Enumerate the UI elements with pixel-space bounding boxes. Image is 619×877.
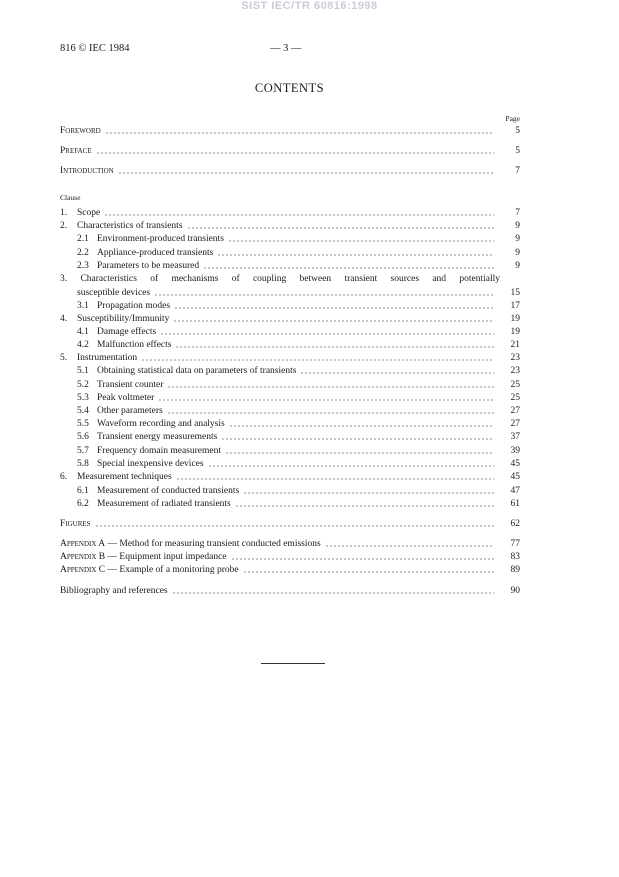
toc-entry-page: 17	[510, 301, 520, 311]
toc-entry-page: 21	[510, 340, 520, 350]
toc-entry-foreword[interactable]	[60, 124, 520, 137]
toc-entry-page: 5	[515, 126, 520, 136]
dot-leader	[104, 207, 494, 217]
clause-number: 2.	[60, 221, 68, 231]
toc-entry-text: Figures	[60, 519, 91, 529]
toc-entry-text: Malfunction effects	[97, 340, 172, 350]
appendix-label: Appendix A	[60, 539, 106, 549]
clause-number: 5.6	[77, 432, 89, 442]
dot-leader	[208, 458, 494, 468]
toc-entry-text: Appliance-produced transients	[97, 248, 214, 258]
toc-entry-page: 45	[510, 472, 520, 482]
toc-entry-page: 19	[510, 327, 520, 337]
toc-entry-text: Bibliography and references	[60, 586, 168, 596]
dot-leader	[154, 287, 494, 297]
toc-entry-text: Special inexpensive devices	[97, 459, 204, 469]
toc-entry-text: Transient energy measurements	[97, 432, 218, 442]
toc-entry-page: 27	[510, 419, 520, 429]
toc-entry-clause-3-1[interactable]	[60, 299, 520, 312]
toc-entry-page: 23	[510, 366, 520, 376]
toc-entry-page: 27	[510, 406, 520, 416]
dot-leader	[172, 585, 494, 595]
toc-entry-text: Introduction	[60, 166, 114, 176]
toc-entry-text: Measurement of conducted transients	[97, 486, 240, 496]
dot-leader	[217, 247, 494, 257]
toc-entry-clause-4-2[interactable]	[60, 338, 520, 351]
dot-leader	[167, 379, 494, 389]
dot-leader	[243, 564, 494, 574]
toc-entry-text: Measurement of radiated transients	[97, 499, 231, 509]
toc-entry-page: 77	[510, 539, 520, 549]
clause-number: 5.1	[77, 366, 89, 376]
toc-entry-clause-4-1[interactable]	[60, 325, 520, 338]
clause-number: 2.1	[77, 234, 89, 244]
toc-entry-text: Other parameters	[97, 406, 163, 416]
dot-leader	[187, 220, 494, 230]
appendix-label: Appendix C	[60, 565, 106, 575]
clause-number: 5.7	[77, 446, 89, 456]
dot-leader	[167, 405, 494, 415]
clause-number: 6.	[60, 472, 68, 482]
clause-number: 5.4	[77, 406, 89, 416]
toc-entry-text: — Example of a monitoring probe	[107, 565, 239, 575]
dot-leader	[225, 445, 494, 455]
dot-leader	[203, 260, 494, 270]
toc-entry-page: 83	[510, 552, 520, 562]
toc-entry-page: 9	[515, 261, 520, 271]
dot-leader	[228, 233, 494, 243]
clause-number: 4.2	[77, 340, 89, 350]
toc-entry-clause-4[interactable]	[60, 312, 520, 325]
toc-entry-figures[interactable]	[60, 517, 520, 530]
toc-entry-page: 19	[510, 314, 520, 324]
dot-leader	[221, 431, 494, 441]
toc-entry-clause-2[interactable]	[60, 219, 520, 232]
toc-entry-text: Peak voltmeter	[97, 393, 155, 403]
toc-entry-page: 90	[510, 586, 520, 596]
dot-leader	[229, 418, 494, 428]
toc-entry-text: Measurement techniques	[77, 472, 172, 482]
toc-entry-text: Damage effects	[97, 327, 157, 337]
toc-entry-page: 39	[510, 446, 520, 456]
toc-entry-clause-5-6[interactable]	[60, 430, 520, 443]
page-column-label: Page	[505, 114, 520, 123]
toc-entry-clause-5-4[interactable]	[60, 404, 520, 417]
clause-number: 4.	[60, 314, 68, 324]
dot-leader	[160, 326, 494, 336]
toc-entry-appendix-b[interactable]	[60, 550, 520, 563]
toc-entry-clause-2-3[interactable]	[60, 259, 520, 272]
toc-entry-page: 15	[510, 288, 520, 298]
toc-entry-page: 47	[510, 486, 520, 496]
end-rule	[261, 663, 325, 664]
toc-entry-introduction[interactable]	[60, 164, 520, 177]
toc-entry-page: 45	[510, 459, 520, 469]
clause-number: 3.	[60, 274, 68, 284]
toc-entry-text: Parameters to be measured	[97, 261, 200, 271]
toc-entry-text: Foreword	[60, 126, 101, 136]
dot-leader	[231, 551, 494, 561]
toc-entry-page: 62	[510, 519, 520, 529]
dot-leader	[325, 538, 494, 548]
clause-number: 1.	[60, 208, 68, 218]
dot-leader	[158, 392, 494, 402]
clause-number: 2.2	[77, 248, 89, 258]
dot-leader	[243, 485, 494, 495]
dot-leader	[141, 352, 494, 362]
toc-entry-page: 9	[515, 234, 520, 244]
toc-entry-text: Susceptibility/Immunity	[77, 314, 170, 324]
clause-number: 5.2	[77, 380, 89, 390]
clause-number: 3.1	[77, 301, 89, 311]
toc-entry-text: Frequency domain measurement	[97, 446, 221, 456]
toc-entry-clause-2-1[interactable]	[60, 232, 520, 245]
toc-entry-page: 23	[510, 353, 520, 363]
toc-entry-page: 25	[510, 380, 520, 390]
clause-number: 6.2	[77, 499, 89, 509]
toc-entry-clause-5-1[interactable]	[60, 364, 520, 377]
toc-entry-page: 25	[510, 393, 520, 403]
toc-entry-page: 89	[510, 565, 520, 575]
clause-number: 4.1	[77, 327, 89, 337]
toc-entry-preface[interactable]	[60, 144, 520, 157]
toc-entry-page: 9	[515, 221, 520, 231]
toc-entry-text: Transient counter	[97, 380, 164, 390]
dot-leader	[96, 145, 494, 155]
toc-entry-text: Instrumentation	[77, 353, 138, 363]
toc-entry-clause-6-2[interactable]	[60, 497, 520, 510]
appendix-label: Appendix B	[60, 552, 106, 562]
toc-entry-clause-5[interactable]	[60, 351, 520, 364]
clause-number: 5.8	[77, 459, 89, 469]
toc-entry-clause-5-7[interactable]	[60, 444, 520, 457]
toc-entry-text-continued: susceptible devices	[77, 288, 151, 298]
dot-leader	[175, 339, 494, 349]
toc-entry-clause-5-8[interactable]	[60, 457, 520, 470]
toc-entry-page: 37	[510, 432, 520, 442]
toc-entry-clause-6[interactable]	[60, 470, 520, 483]
toc-entry-clause-6-1[interactable]	[60, 484, 520, 497]
toc-entry-text: Obtaining statistical data on parameters of transients	[97, 366, 297, 376]
clause-number: 2.3	[77, 261, 89, 271]
toc-entry-clause-2-2[interactable]	[60, 246, 520, 259]
toc-entry-text: Propagation modes	[97, 301, 171, 311]
toc-entry-text: Waveform recording and analysis	[97, 419, 225, 429]
dot-leader	[118, 165, 494, 175]
toc-entry-bibliography[interactable]	[60, 584, 520, 597]
document-reference: 816 © IEC 1984	[60, 43, 130, 54]
toc-entry-text: Characteristics of mechanisms of coupling between transient sources and potentially	[80, 274, 501, 284]
page-number: — 3 —	[270, 43, 302, 54]
toc-entry-text: — Equipment input impedance	[107, 552, 227, 562]
toc-entry-appendix-a[interactable]	[60, 537, 520, 550]
toc-entry-text: — Method for measuring transient conducted emissions	[107, 539, 321, 549]
toc-entry-clause-5-3[interactable]	[60, 391, 520, 404]
dot-leader	[174, 300, 494, 310]
toc-entry-clause-3[interactable]	[60, 273, 500, 285]
toc-entry-page: 61	[510, 499, 520, 509]
toc-entry-clause-5-5[interactable]	[60, 417, 520, 430]
toc-entry-text: Characteristics of transients	[77, 221, 183, 231]
toc-entry-page: 7	[515, 166, 520, 176]
dot-leader	[173, 313, 494, 323]
toc-entry-text: Preface	[60, 146, 92, 156]
dot-leader	[95, 518, 494, 528]
toc-entry-clause-3-continued[interactable]	[60, 286, 520, 299]
toc-entry-appendix-c[interactable]	[60, 563, 520, 576]
toc-entry-page: 9	[515, 248, 520, 258]
clause-number: 6.1	[77, 486, 89, 496]
dot-leader	[235, 498, 494, 508]
toc-entry-clause-5-2[interactable]	[60, 378, 520, 391]
clause-number: 5.3	[77, 393, 89, 403]
dot-leader	[105, 125, 494, 135]
toc-entry-text: Scope	[77, 208, 101, 218]
toc-entry-clause-1[interactable]	[60, 206, 520, 219]
toc-entry-page: 5	[515, 146, 520, 156]
watermark: SIST IEC/TR 60816:1998	[241, 0, 378, 12]
clause-column-label: Clause	[60, 193, 81, 202]
clause-number: 5.5	[77, 419, 89, 429]
toc-entry-text: Environment-produced transients	[97, 234, 224, 244]
dot-leader	[176, 471, 494, 481]
page-title: CONTENTS	[254, 81, 325, 95]
dot-leader	[300, 365, 494, 375]
clause-number: 5.	[60, 353, 68, 363]
toc-entry-page: 7	[515, 208, 520, 218]
